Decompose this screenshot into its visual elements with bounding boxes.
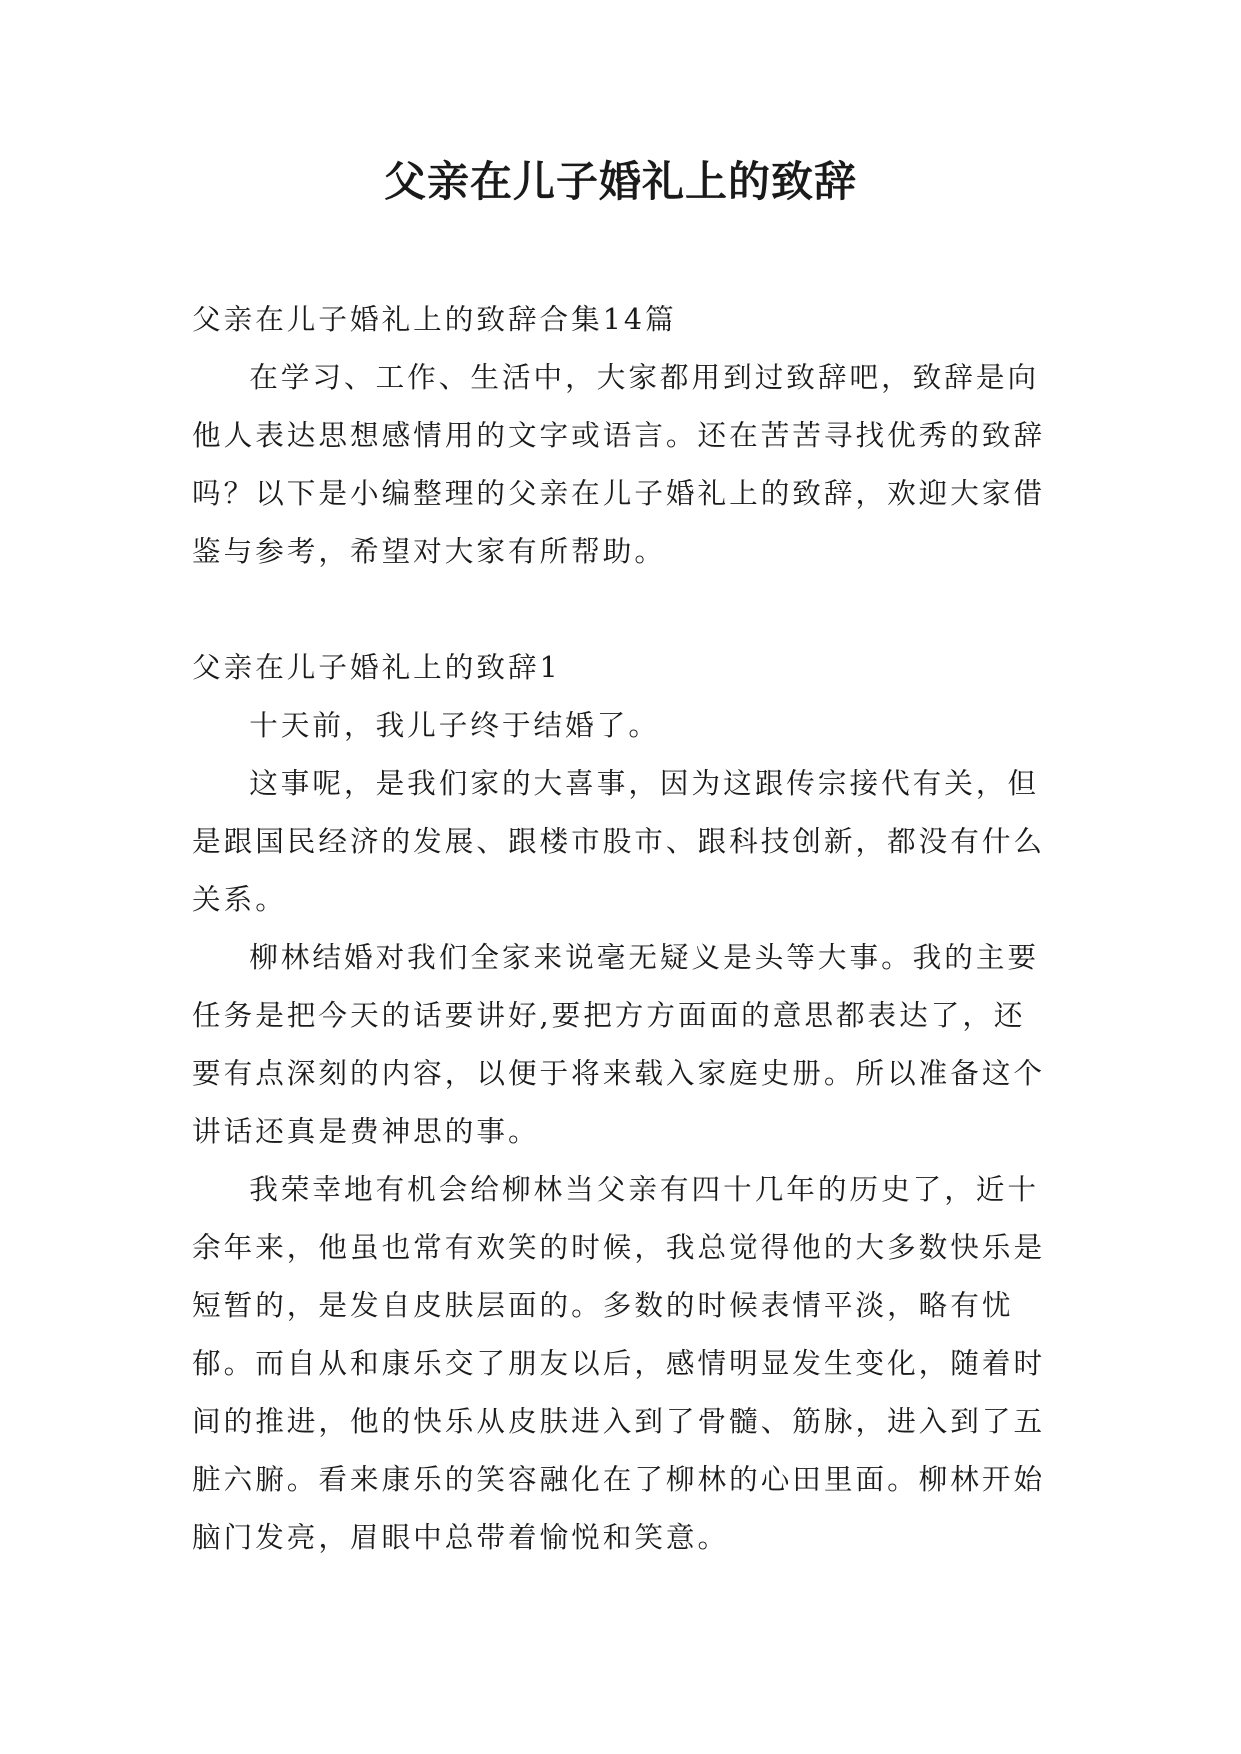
intro-paragraph: 在学习、工作、生活中，大家都用到过致辞吧，致辞是向他人表达思想感情用的文字或语言。还在苦苦寻找优秀的致辞吗？以下是小编整理的父亲在儿子婚礼上的致辞，欢迎大家借鉴与参考，希望对大家有所帮助。	[192, 360, 1046, 568]
document-title: 父亲在儿子婚礼上的致辞	[383, 157, 857, 206]
body-paragraph: 十天前，我儿子终于结婚了。	[249, 708, 660, 742]
body-paragraph: 我荣幸地有机会给柳林当父亲有四十几年的历史了，近十余年来，他虽也常有欢笑的时候，我总觉得他的大多数快乐是短暂的，是发自皮肤层面的。多数的时候表情平淡，略有忧郁。而自从和康乐交了朋友以后，感情明显发生变化，随着时间的推进，他的快乐从皮肤进入到了骨髓、筋脉，进入到了五脏六腑。看来康乐的笑容融化在了柳林的心田里面。柳林开始脑门发亮，眉眼中总带着愉悦和笑意。	[192, 1172, 1046, 1554]
section-spacer	[192, 580, 1050, 638]
collection-heading: 父亲在儿子婚礼上的致辞合集14篇	[192, 302, 677, 336]
section-heading: 父亲在儿子婚礼上的致辞1	[192, 650, 561, 684]
body-paragraph: 这事呢，是我们家的大喜事，因为这跟传宗接代有关，但是跟国民经济的发展、跟楼市股市、跟科技创新，都没有什么关系。	[192, 766, 1046, 916]
body-paragraph: 柳林结婚对我们全家来说毫无疑义是头等大事。我的主要任务是把今天的话要讲好,要把方方面面的意思都表达了，还要有点深刻的内容，以便于将来载入家庭史册。所以准备这个讲话还真是费神思的事。	[192, 940, 1046, 1148]
document-body	[192, 290, 1050, 1566]
